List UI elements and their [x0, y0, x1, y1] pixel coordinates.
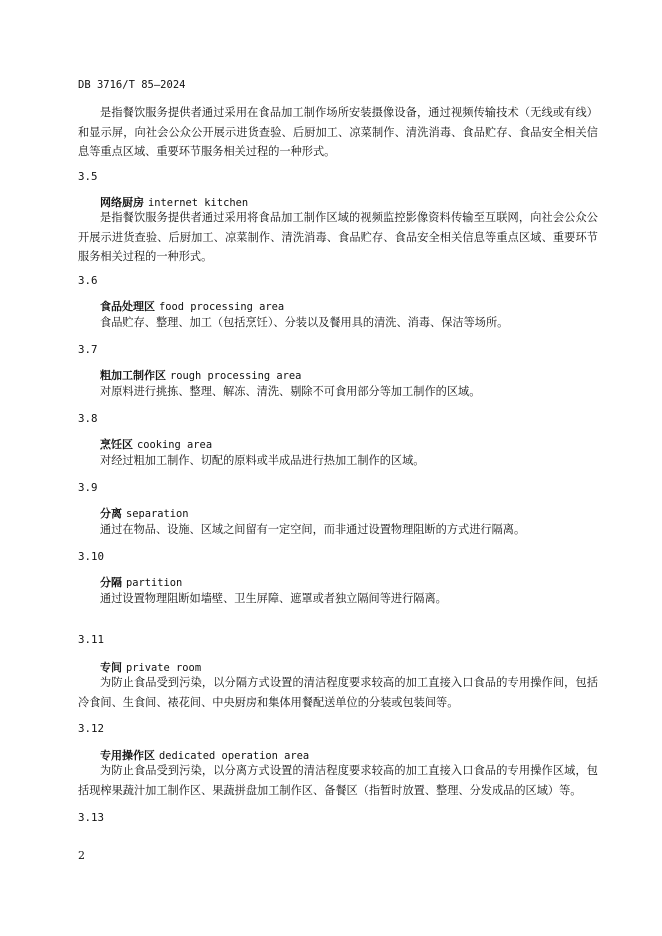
clause-number-3-10: 3.10 — [78, 550, 105, 563]
term-cn: 粗加工制作区 — [100, 369, 166, 382]
term-en: dedicated operation area — [159, 750, 310, 762]
term-heading-3-6 — [100, 298, 284, 314]
term-heading-3-10 — [100, 574, 182, 590]
term-en: cooking area — [137, 439, 213, 451]
clause-number-3-9: 3.9 — [78, 481, 98, 494]
term-cn: 烹饪区 — [100, 438, 133, 451]
clause-number-3-7: 3.7 — [78, 343, 98, 356]
definition-3-11: 为防止食品受到污染，以分隔方式设置的清洁程度要求较高的加工直接入口食品的专用操作间，包括冷食间、生食间、裱花间、中央厨房和集体用餐配送单位的分装或包装间等。 — [78, 676, 598, 709]
term-en: separation — [126, 508, 189, 520]
definition-3-10: 通过设置物理阻断如墙壁、卫生屏障、遮罩或者独立隔间等进行隔离。 — [100, 592, 447, 605]
term-cn: 食品处理区 — [100, 300, 155, 313]
clause-number-3-8: 3.8 — [78, 412, 98, 425]
term-en: private room — [126, 662, 202, 674]
clause-number-3-11: 3.11 — [78, 633, 105, 646]
definition-3-8: 对经过粗加工制作、切配的原料或半成品进行热加工制作的区域。 — [100, 454, 425, 467]
term-en: partition — [126, 577, 183, 589]
clause-number-3-6: 3.6 — [78, 274, 98, 287]
intro-paragraph: 是指餐饮服务提供者通过采用在食品加工制作场所安装摄像设备，通过视频传输技术（无线或有线）和显示屏，向社会公众公开展示进货查验、后厨加工、凉菜制作、清洗消毒、食品贮存、食品安全相关信息等重点区域、重要环节服务相关过程的一种形式。 — [78, 106, 598, 158]
term-en: internet kitchen — [148, 197, 249, 209]
term-heading-3-8 — [100, 436, 212, 452]
header-divider — [78, 98, 598, 99]
term-cn: 专用操作区 — [100, 749, 155, 762]
definition-3-6: 食品贮存、整理、加工（包括烹饪）、分装以及餐用具的清洗、消毒、保洁等场所。 — [100, 316, 509, 329]
term-cn: 专间 — [100, 661, 122, 674]
document-code-header: DB 3716/T 85—2024 — [78, 79, 186, 91]
term-heading-3-7 — [100, 367, 301, 383]
term-cn: 分离 — [100, 507, 122, 520]
term-heading-3-9 — [100, 505, 189, 521]
definition-3-5: 是指餐饮服务提供者通过采用将食品加工制作区域的视频监控影像资料传输至互联网，向社会公众公开展示进货查验、后厨加工、凉菜制作、清洗消毒、食品贮存、食品安全相关信息等重点区域、重要环节服务相关过程的一种形式。 — [78, 211, 598, 263]
term-cn: 分隔 — [100, 576, 122, 589]
term-en: food processing area — [159, 301, 285, 313]
term-cn: 网络厨房 — [100, 196, 144, 209]
page-number: 2 — [78, 849, 85, 862]
definition-3-9: 通过在物品、设施、区域之间留有一定空间，而非通过设置物理阻断的方式进行隔离。 — [100, 523, 526, 536]
definition-3-7: 对原料进行挑拣、整理、解冻、清洗、剔除不可食用部分等加工制作的区域。 — [100, 385, 481, 398]
clause-number-3-12: 3.12 — [78, 722, 105, 735]
term-en: rough processing area — [170, 370, 302, 382]
definition-3-12: 为防止食品受到污染，以分离方式设置的清洁程度要求较高的加工直接入口食品的专用操作区域，包括现榨果蔬汁加工制作区、果蔬拼盘加工制作区、备餐区（指暂时放置、整理、分发成品的区域）等。 — [78, 764, 598, 797]
clause-number-3-5: 3.5 — [78, 170, 98, 183]
clause-number-3-13: 3.13 — [78, 811, 105, 824]
